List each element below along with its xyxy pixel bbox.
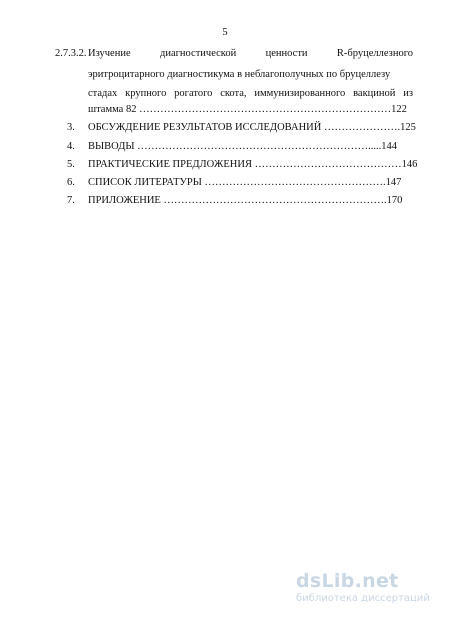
toc-entry-title: СПИСОК ЛИТЕРАТУРЫ …………………………………………….147: [88, 177, 402, 188]
page-number: 5: [222, 27, 228, 38]
toc-entry-number: 7.: [67, 195, 75, 206]
toc-entry-number: 5.: [67, 159, 75, 170]
toc-entry-3: [0, 121, 450, 134]
toc-entry-title-line3: стадах крупного рогатого скота, иммунизированного вакциной из: [88, 88, 413, 99]
watermark-logo: dsLib.net: [296, 570, 399, 592]
toc-entry-title: ВЫВОДЫ ………………………………………………………….....144: [88, 141, 398, 152]
toc-entry-title: ПРИЛОЖЕНИЕ ……………………………………………………….170: [88, 195, 403, 206]
toc-entry-title-line1: Изучение диагностической ценности R-бруцеллезного: [88, 48, 413, 59]
toc-entry-number: 6.: [67, 177, 75, 188]
toc-entry-title: ОБСУЖДЕНИЕ РЕЗУЛЬТАТОВ ИССЛЕДОВАНИЙ ………………….125: [88, 122, 416, 133]
toc-entry-title-line4: штамма 82 ………………………………………………………………122: [88, 104, 407, 115]
toc-entry-number: 2.7.3.2.: [55, 48, 87, 59]
toc-entry-7: [0, 194, 450, 207]
watermark-subtitle: библиотека диссертаций: [296, 593, 430, 604]
toc-entry-number: 4.: [67, 141, 75, 152]
toc-entry-4: [0, 140, 450, 153]
toc-entry-6: [0, 176, 450, 189]
toc-entry-number: 3.: [67, 122, 75, 133]
toc-entry-title-line2: эритроцитарного диагностикума в неблагополучных по бруцеллезу: [88, 69, 391, 80]
watermark: [296, 570, 430, 604]
toc-entry-title: ПРАКТИЧЕСКИЕ ПРЕДЛОЖЕНИЯ ……………………………………146: [88, 159, 418, 170]
toc-entry-5: [0, 158, 450, 171]
